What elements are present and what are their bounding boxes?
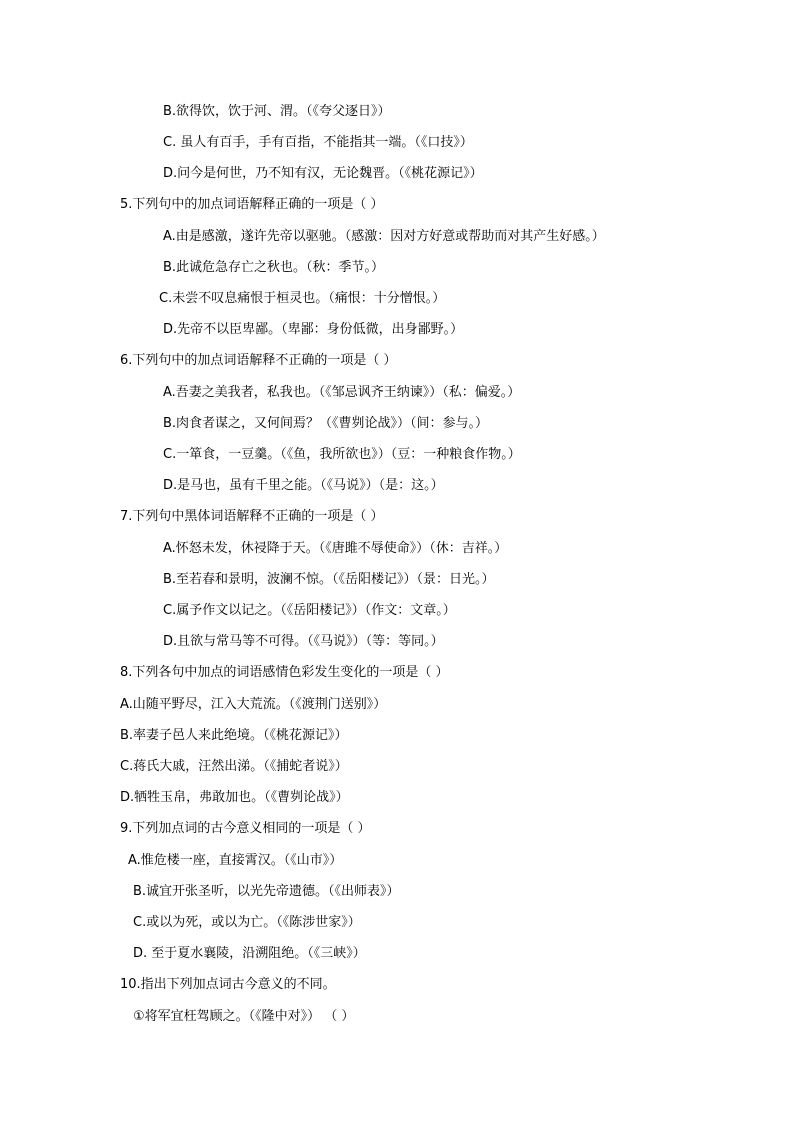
question-9: 9.下列加点词的古今意义相同的一项是（ ） — [120, 821, 371, 836]
option-b-q5: B.此诚危急存亡之秋也。（秋：季节。） — [163, 260, 385, 275]
subquestion-1-q10: ①将军宜枉驾顾之。（《隆中对》） （ ） — [133, 1009, 355, 1024]
question-7: 7.下列句中黑体词语解释不正确的一项是（ ） — [120, 509, 384, 524]
option-a-q7: A.怀怒未发，休祲降于天。（《唐雎不辱使命》）（休：吉祥。） — [163, 541, 508, 556]
option-a-q9: A.惟危楼一座，直接霄汉。（《山市》） — [128, 853, 343, 868]
option-b-q8: B.率妻子邑人来此绝境。（《桃花源记》） — [120, 728, 348, 743]
option-d-q8: D.牺牲玉帛，弗敢加也。（《曹刿论战》） — [120, 790, 349, 805]
option-b-q9: B.诚宜开张圣听，以光先帝遗德。（《出师表》） — [133, 884, 400, 899]
question-6: 6.下列句中的加点词语解释不正确的一项是（ ） — [120, 353, 397, 368]
option-d-q7: D.且欲与常马等不可得。（《马说》）（等：等同。） — [163, 634, 444, 649]
option-d-q5: D.先帝不以臣卑鄙。（卑鄙：身份低微，出身鄙野。） — [163, 322, 464, 337]
option-c-q5: C.未尝不叹息痛恨于桓灵也。（痛恨：十分憎恨。） — [159, 291, 446, 306]
option-d-q9: D. 至于夏水襄陵，沿溯阻绝。（《三峡》） — [133, 946, 366, 961]
option-c-q6: C.一箪食，一豆羹。（《鱼，我所欲也》）（豆：一种粮食作物。） — [163, 447, 521, 462]
option-c-q4: C. 虽人有百手，手有百指，不能指其一端。（《口技》） — [163, 135, 473, 150]
option-d-q4: D.问今是何世，乃不知有汉，无论魏晋。（《桃花源记》） — [163, 166, 483, 181]
option-c-q7: C.属予作文以记之。（《岳阳楼记》）（作文：文章。） — [163, 603, 456, 618]
option-b-q6: B.肉食者谋之，又何间焉？（《曹刿论战》）（间：参与。） — [163, 416, 489, 431]
option-c-q9: C.或以为死，或以为亡。（《陈涉世家》） — [133, 915, 361, 930]
option-a-q5: A.由是感激，遂许先帝以驱驰。（感激：因对方好意或帮助而对其产生好感。） — [163, 229, 605, 244]
question-5: 5.下列句中的加点词语解释正确的一项是（ ） — [120, 197, 384, 212]
option-a-q8: A.山随平野尽，江入大荒流。（《渡荆门送别》） — [120, 697, 387, 712]
option-b-q4: B.欲得饮，饮于河、渭。（《夸父逐日》） — [163, 104, 391, 119]
option-a-q6: A.吾妻之美我者，私我也。（《邹忌讽齐王纳谏》）（私：偏爱。） — [163, 385, 521, 400]
option-d-q6: D.是马也，虽有千里之能。（《马说》）（是：这。） — [163, 478, 444, 493]
question-8: 8.下列各句中加点的词语感情色彩发生变化的一项是（ ） — [120, 665, 449, 680]
option-c-q8: C.蒋氏大戚，汪然出涕。（《捕蛇者说》） — [120, 759, 348, 774]
option-b-q7: B.至若春和景明，波澜不惊。（《岳阳楼记》）（景：日光。） — [163, 572, 495, 587]
question-10: 10.指出下列加点词古今意义的不同。 — [120, 977, 336, 992]
